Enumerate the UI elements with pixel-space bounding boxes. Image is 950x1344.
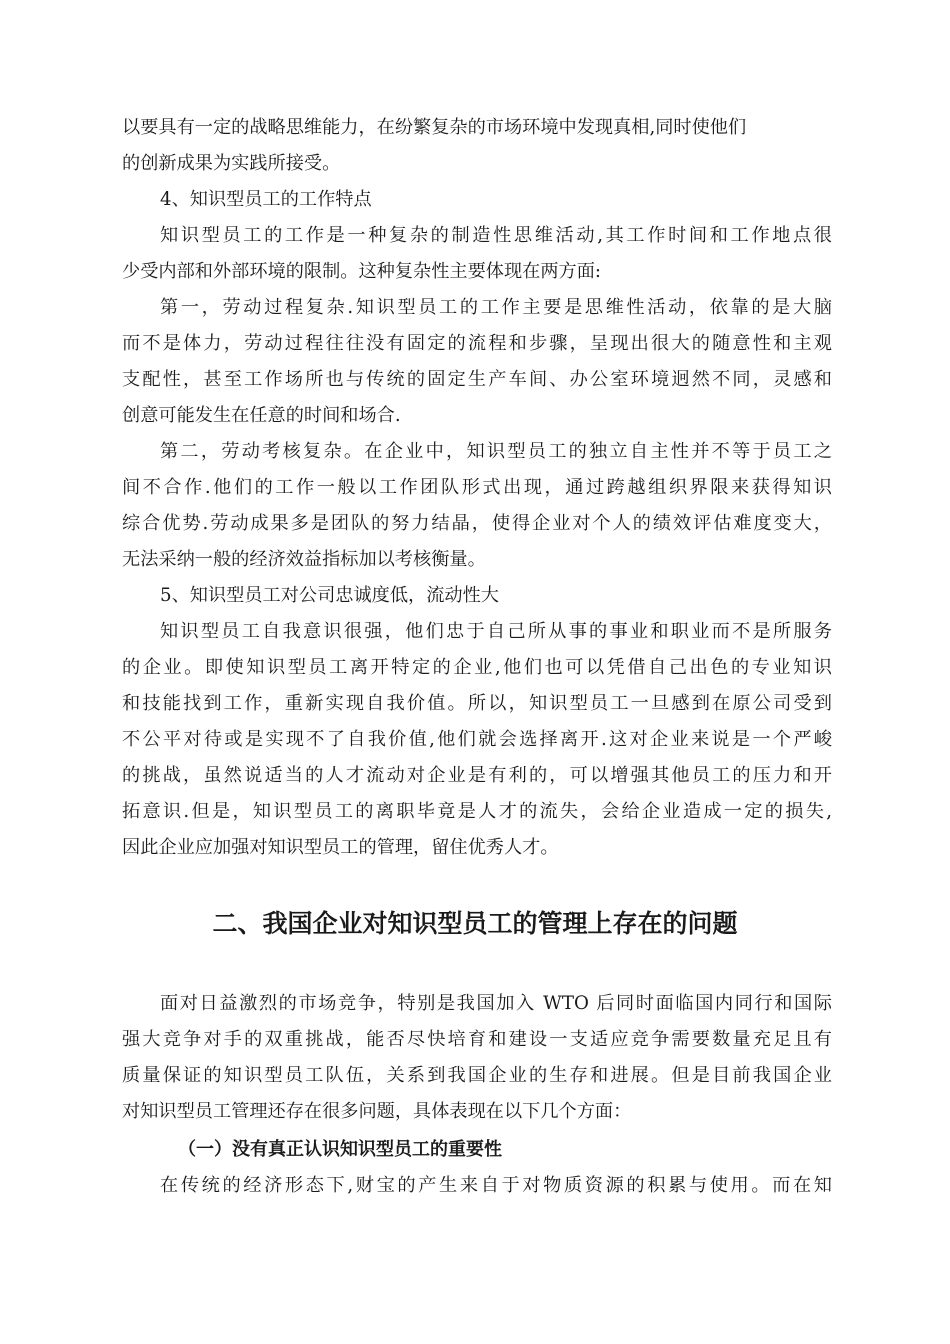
text-line: 因此企业应加强对知识型员工的管理，留住优秀人才。 bbox=[122, 837, 559, 858]
text-line: 无法采纳一般的经济效益指标加以考核衡量。 bbox=[122, 549, 486, 570]
text-line: 拓意识.但是，知识型员工的离职毕竟是人才的流失，会给企业造成一定的损失, bbox=[122, 801, 832, 822]
text-line: 不公平对待或是实现不了自我价值,他们就会选择离开.这对企业来说是一个严峻 bbox=[122, 729, 832, 750]
text-line: 面对日益激烈的市场竞争，特别是我国加入 WTO 后同时面临国内同行和国际 bbox=[160, 993, 832, 1014]
text-line: 而不是体力，劳动过程往往没有固定的流程和步骤，呈现出很大的随意性和主观 bbox=[122, 333, 832, 354]
text-line: 支配性，甚至工作场所也与传统的固定生产车间、办公室环境迥然不同，灵感和 bbox=[122, 369, 832, 390]
text-line: 质量保证的知识型员工队伍，关系到我国企业的生存和进展。但是目前我国企业 bbox=[122, 1065, 832, 1086]
text-line: 的企业。即使知识型员工离开特定的企业,他们也可以凭借自己出色的专业知识 bbox=[122, 657, 832, 678]
text-line: 以要具有一定的战略思维能力，在纷繁复杂的市场环境中发现真相,同时使他们 bbox=[122, 117, 747, 138]
section-heading: 二、我国企业对知识型员工的管理上存在的问题 bbox=[212, 909, 738, 938]
text-line: 的挑战，虽然说适当的人才流动对企业是有利的，可以增强其他员工的压力和开 bbox=[122, 765, 832, 786]
text-line: 综合优势.劳动成果多是团队的努力结晶，使得企业对个人的绩效评估难度变大， bbox=[122, 513, 832, 534]
text-line: 少受内部和外部环境的限制。这种复杂性主要体现在两方面: bbox=[122, 261, 602, 282]
text-line: 创意可能发生在任意的时间和场合. bbox=[122, 405, 401, 426]
subheading-5: 5、知识型员工对公司忠诚度低，流动性大 bbox=[160, 585, 499, 606]
text-line: 的创新成果为实践所接受。 bbox=[122, 153, 341, 174]
text-line: 知识型员工自我意识很强，他们忠于自己所从事的事业和职业而不是所服务 bbox=[160, 621, 832, 642]
text-line: 间不合作.他们的工作一般以工作团队形式出现，通过跨越组织界限来获得知识 bbox=[122, 477, 832, 498]
text-line: 在传统的经济形态下,财宝的产生来自于对物质资源的积累与使用。而在知 bbox=[160, 1175, 832, 1196]
text-line: 第一，劳动过程复杂.知识型员工的工作主要是思维性活动，依靠的是大脑 bbox=[160, 297, 832, 318]
text-line: 和技能找到工作，重新实现自我价值。所以，知识型员工一旦感到在原公司受到 bbox=[122, 693, 832, 714]
text-line: 强大竞争对手的双重挑战，能否尽快培育和建设一支适应竞争需要数量充足且有 bbox=[122, 1029, 832, 1050]
text-line: 知识型员工的工作是一种复杂的制造性思维活动,其工作时间和工作地点很 bbox=[160, 225, 832, 246]
subsection-heading: （一）没有真正认识知识型员工的重要性 bbox=[178, 1139, 502, 1160]
subheading-4: 4、知识型员工的工作特点 bbox=[160, 189, 372, 210]
text-line: 对知识型员工管理还存在很多问题，具体表现在以下几个方面： bbox=[122, 1101, 632, 1122]
text-line: 第二，劳动考核复杂。在企业中，知识型员工的独立自主性并不等于员工之 bbox=[160, 441, 832, 462]
